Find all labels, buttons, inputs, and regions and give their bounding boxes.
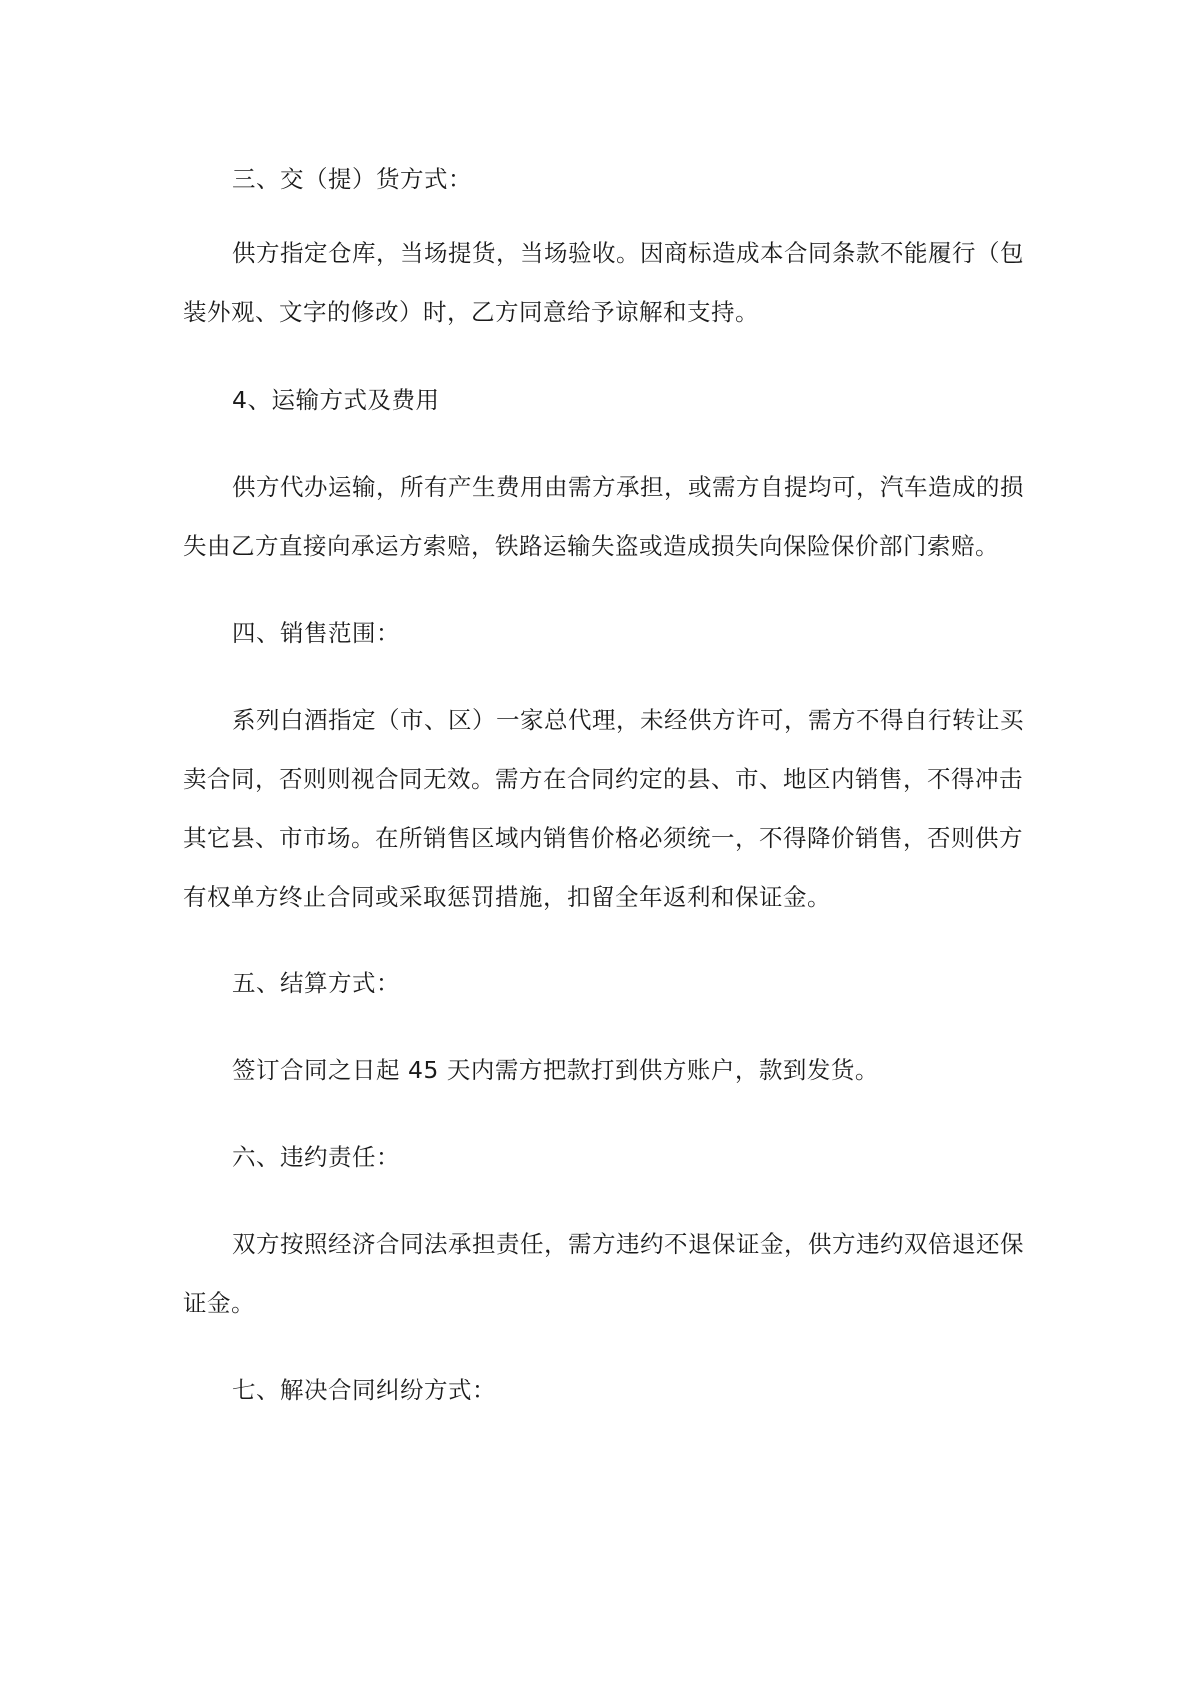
paragraph-line: 供方指定仓库，当场提货，当场验收。因商标造成本合同条款不能履行（包: [232, 239, 1024, 267]
paragraph-line: 证金。: [183, 1289, 255, 1317]
paragraph-line: 双方按照经济合同法承担责任，需方违约不退保证金，供方违约双倍退还保: [232, 1230, 1024, 1258]
paragraph-line: 供方代办运输，所有产生费用由需方承担，或需方自提均可，汽车造成的损: [232, 473, 1024, 501]
paragraph-line: 系列白酒指定（市、区）一家总代理，未经供方许可，需方不得自行转让买: [232, 706, 1024, 734]
paragraph-line: 有权单方终止合同或采取惩罚措施，扣留全年返利和保证金。: [183, 883, 831, 911]
heading-dispute-resolution: 七、解决合同纠纷方式：: [232, 1376, 496, 1404]
paragraph-line: 卖合同，否则则视合同无效。需方在合同约定的县、市、地区内销售，不得冲击: [183, 765, 1023, 793]
paragraph-line: 签订合同之日起 45 天内需方把款打到供方账户，款到发货。: [232, 1056, 879, 1084]
heading-sales-scope: 四、销售范围：: [232, 619, 400, 647]
paragraph-line: 装外观、文字的修改）时，乙方同意给予谅解和支持。: [183, 298, 759, 326]
heading-liability: 六、违约责任：: [232, 1143, 400, 1171]
paragraph-line: 失由乙方直接向承运方索赔，铁路运输失盗或造成损失向保险保价部门索赔。: [183, 532, 999, 560]
paragraph-line: 其它县、市市场。在所销售区域内销售价格必须统一，不得降价销售，否则供方: [183, 824, 1023, 852]
heading-settlement-method: 五、结算方式：: [232, 969, 400, 997]
heading-transport-method: 4、运输方式及费用: [232, 386, 440, 414]
heading-delivery-method: 三、交（提）货方式：: [232, 165, 472, 193]
